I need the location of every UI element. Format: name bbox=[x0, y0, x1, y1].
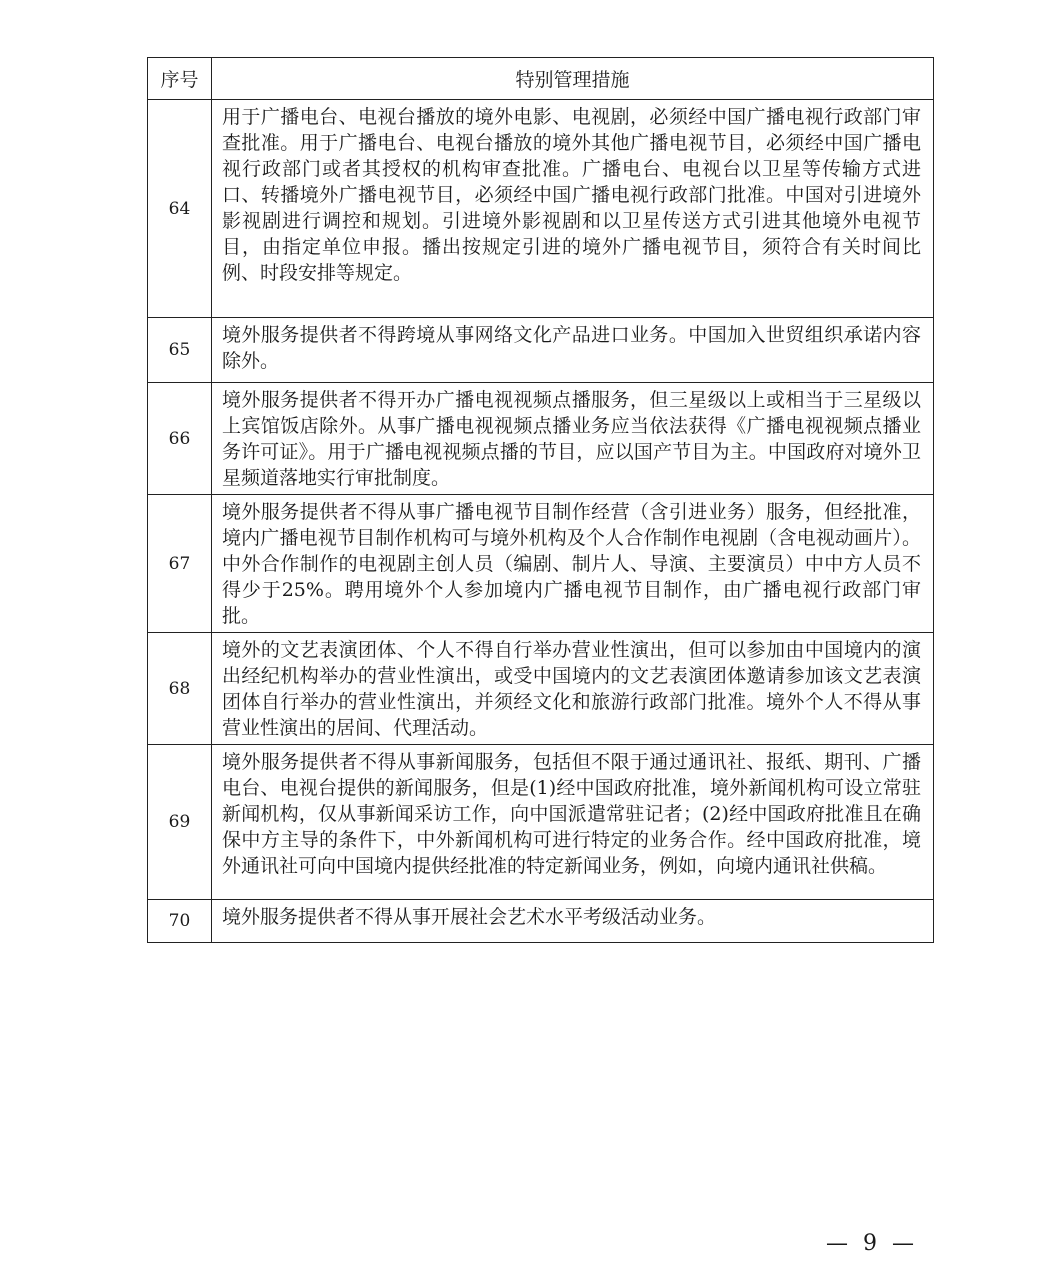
row-text: 境外服务提供者不得从事新闻服务，包括但不限于通过通讯社、报纸、期刊、广播电台、电视台提供的新闻服务，但是(1)经中国政府批准，境外新闻机构可设立常驻新闻机构，仅从事新闻采访工作，向中国派遣常驻记者；(2)经中国政府批准且在确保中方主导的条件下，中外新闻机构可进行特定的业务合作。经中国政府批准，境外通讯社可向中国境内提供经批准的特定新闻业务，例如，向境内通讯社供稿。 bbox=[212, 745, 934, 900]
row-number: 70 bbox=[148, 900, 212, 943]
table-row bbox=[148, 383, 934, 495]
row-number: 64 bbox=[148, 100, 212, 318]
row-number: 68 bbox=[148, 633, 212, 745]
row-text: 境外服务提供者不得跨境从事网络文化产品进口业务。中国加入世贸组织承诺内容除外。 bbox=[212, 318, 934, 383]
row-text: 境外的文艺表演团体、个人不得自行举办营业性演出，但可以参加由中国境内的演出经纪机构举办的营业性演出，或受中国境内的文艺表演团体邀请参加该文艺表演团体自行举办的营业性演出，并须经文化和旅游行政部门批准。境外个人不得从事营业性演出的居间、代理活动。 bbox=[212, 633, 934, 745]
table-header-row bbox=[148, 58, 934, 100]
row-number: 69 bbox=[148, 745, 212, 900]
table-row bbox=[148, 318, 934, 383]
table-row bbox=[148, 633, 934, 745]
row-text: 境外服务提供者不得从事开展社会艺术水平考级活动业务。 bbox=[212, 900, 934, 943]
table-row bbox=[148, 100, 934, 318]
header-measures: 特别管理措施 bbox=[212, 58, 934, 100]
row-text: 用于广播电台、电视台播放的境外电影、电视剧，必须经中国广播电视行政部门审查批准。用于广播电台、电视台播放的境外其他广播电视节目，必须经中国广播电视行政部门或者其授权的机构审查批准。广播电台、电视台以卫星等传输方式进口、转播境外广播电视节目，必须经中国广播电视行政部门批准。中国对引进境外影视剧进行调控和规划。引进境外影视剧和以卫星传送方式引进其他境外电视节目，由指定单位申报。播出按规定引进的境外广播电视节目，须符合有关时间比例、时段安排等规定。 bbox=[212, 100, 934, 318]
table-row bbox=[148, 745, 934, 900]
row-number: 67 bbox=[148, 495, 212, 633]
table-row bbox=[148, 495, 934, 633]
table-row bbox=[148, 900, 934, 943]
measures-table bbox=[147, 57, 934, 943]
header-number: 序号 bbox=[148, 58, 212, 100]
row-number: 65 bbox=[148, 318, 212, 383]
page-number: — 9 — bbox=[826, 1231, 918, 1256]
row-text: 境外服务提供者不得开办广播电视视频点播服务，但三星级以上或相当于三星级以上宾馆饭店除外。从事广播电视视频点播业务应当依法获得《广播电视视频点播业务许可证》。用于广播电视视频点播的节目，应以国产节目为主。中国政府对境外卫星频道落地实行审批制度。 bbox=[212, 383, 934, 495]
row-text: 境外服务提供者不得从事广播电视节目制作经营（含引进业务）服务，但经批准，境内广播电视节目制作机构可与境外机构及个人合作制作电视剧（含电视动画片）。中外合作制作的电视剧主创人员（编剧、制片人、导演、主要演员）中中方人员不得少于25%。聘用境外个人参加境内广播电视节目制作，由广播电视行政部门审批。 bbox=[212, 495, 934, 633]
row-number: 66 bbox=[148, 383, 212, 495]
